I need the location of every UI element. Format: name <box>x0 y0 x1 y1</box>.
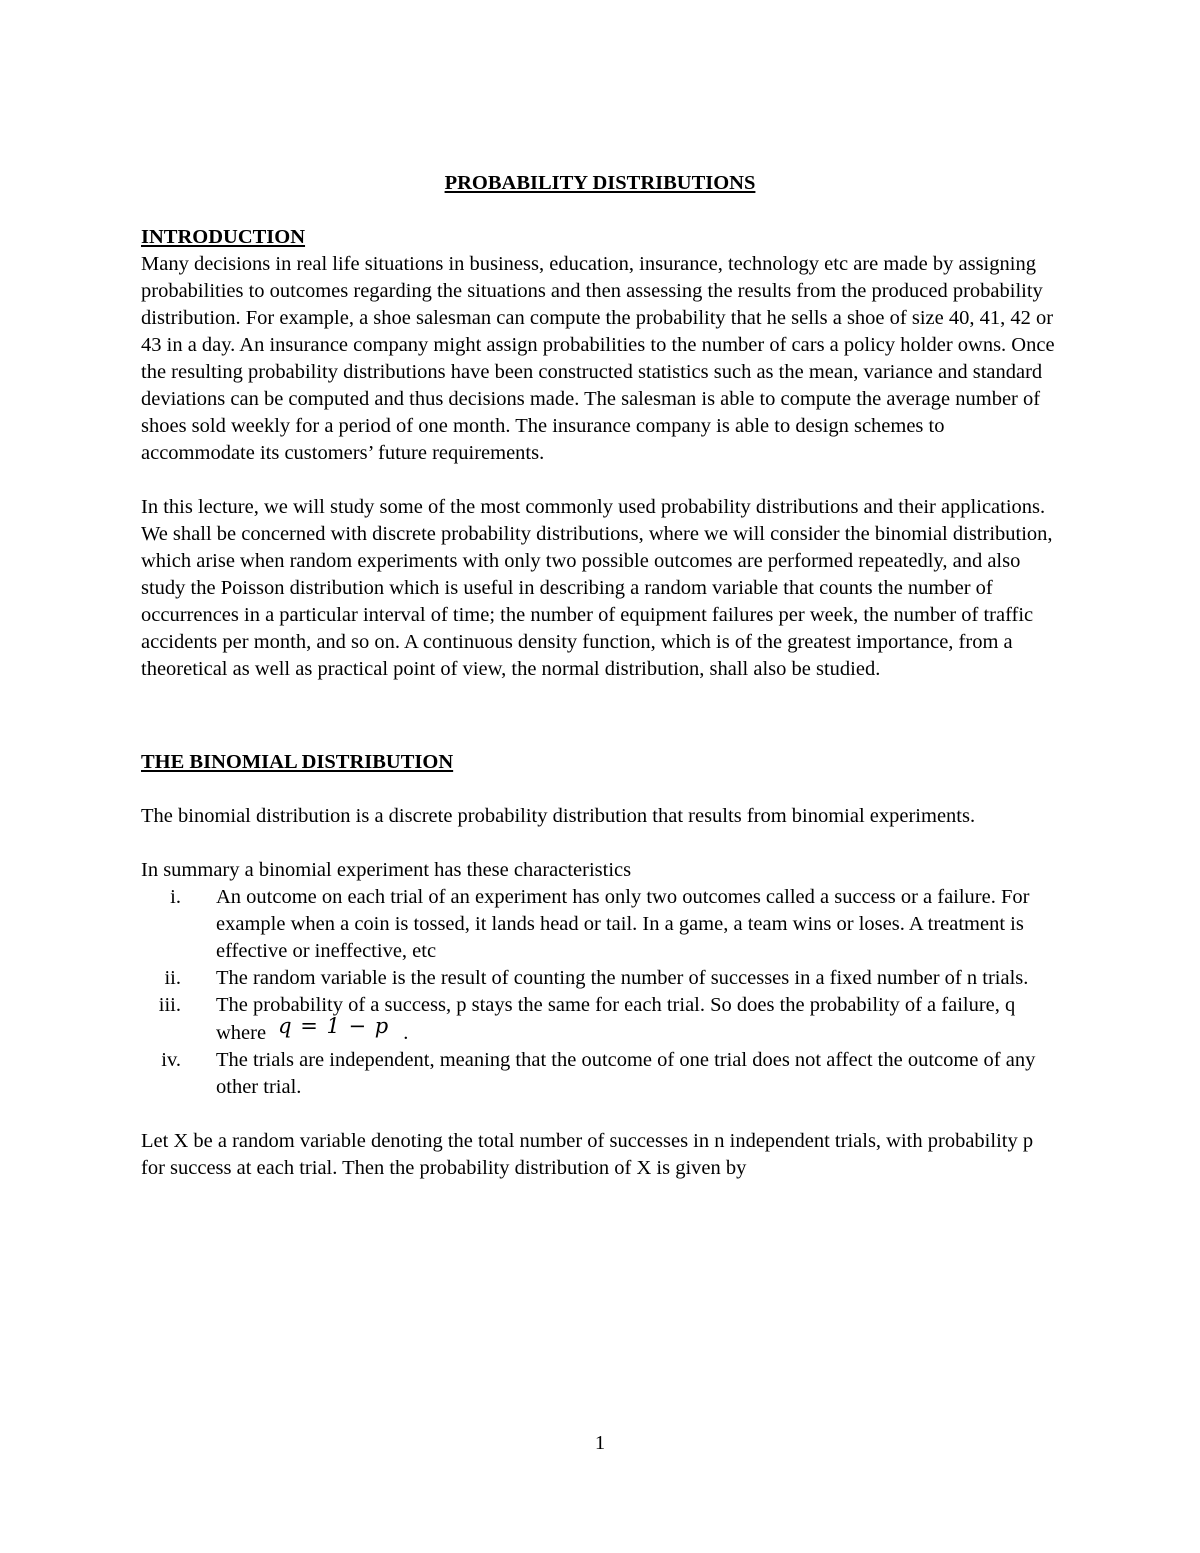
formula-q-equals-1-minus-p: q = 1 − p <box>278 1014 390 1038</box>
list-item <box>141 884 1061 965</box>
list-item <box>141 992 1061 1047</box>
list-item-text: The trials are independent, meaning that the outcome of one trial does not affect the outcome of any other trial. <box>216 1049 1036 1098</box>
list-item-number: iv. <box>161 1049 181 1071</box>
list-item-text: The random variable is the result of counting the number of successes in a fixed number of n trials. <box>216 967 1029 989</box>
introduction-paragraph-1: Many decisions in real life situations in business, education, insurance, technology etc are made by assigning probabilities to outcomes regarding the situations and then assessing the results from the produced probability distribution. For example, a shoe salesman can compute the probability that he sells a shoe of size 40, 41, 42 or 43 in a day. An insurance company might assign probabilities to the number of cars a policy holder owns. Once the resulting probability distributions have been constructed statistics such as the mean, variance and standard deviations can be computed and thus decisions made. The salesman is able to compute the average number of shoes sold weekly for a period of one month. The insurance company is able to design schemes to accommodate its customers’ future requirements. <box>141 253 1055 464</box>
document-title: PROBABILITY DISTRIBUTIONS <box>444 172 756 194</box>
list-item-number: ii. <box>164 967 181 989</box>
list-item <box>141 965 1061 992</box>
characteristics-intro: In summary a binomial experiment has these characteristics <box>141 859 632 881</box>
introduction-paragraph-2: In this lecture, we will study some of the most commonly used probability distributions and their applications. We shall be concerned with discrete probability distributions, where we will consider the binomial distribution, which arise when random experiments with only two possible outcomes are performed repeatedly, and also study the Poisson distribution which is useful in describing a random variable that counts the number of occurrences in a particular interval of time; the number of equipment failures per week, the number of traffic accidents per month, and so on. A continuous density function, which is of the greatest importance, from a theoretical as well as practical point of view, the normal distribution, shall also be studied. <box>141 496 1053 680</box>
binomial-heading: THE BINOMIAL DISTRIBUTION <box>141 751 454 773</box>
list-item-number: i. <box>170 886 181 908</box>
list-item-text: The probability of a success, p stays the same for each trial. So does the probability of a failure, q where <box>216 994 1016 1044</box>
page-number: 1 <box>594 1432 606 1454</box>
list-item-number: iii. <box>158 994 181 1016</box>
characteristics-list <box>141 884 1061 1101</box>
formula-suffix: . <box>403 1022 409 1044</box>
binomial-closing-paragraph: Let X be a random variable denoting the total number of successes in n independent trials, with probability p for success at each trial. Then the probability distribution of X is given by <box>141 1130 1034 1179</box>
document-body <box>141 224 1061 1182</box>
binomial-definition: The binomial distribution is a discrete probability distribution that results from binomial experiments. <box>141 805 976 827</box>
list-item <box>141 1047 1061 1101</box>
list-item-text: An outcome on each trial of an experiment has only two outcomes called a success or a failure. For example when a coin is tossed, it lands head or tail. In a game, a team wins or loses. A treatment is effective or ineffective, etc <box>216 886 1030 962</box>
introduction-heading: INTRODUCTION <box>141 226 306 248</box>
